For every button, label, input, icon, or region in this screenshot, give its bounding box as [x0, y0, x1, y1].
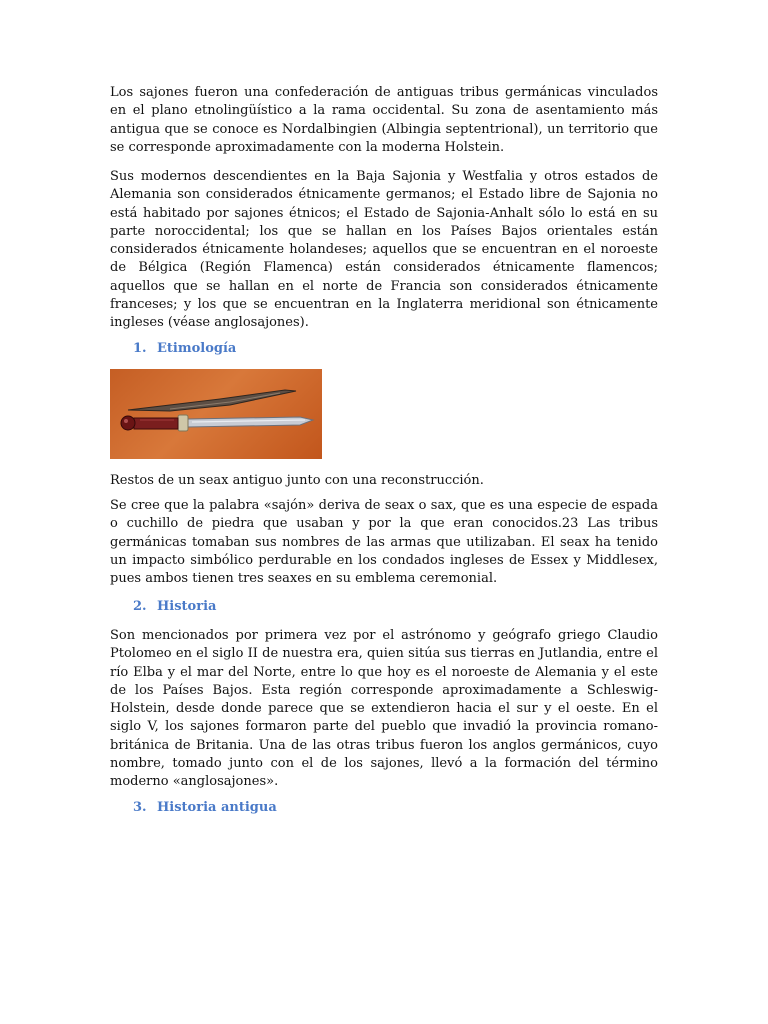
- seax-photo: [110, 369, 322, 459]
- heading-historia: [133, 599, 216, 614]
- historia-paragraph: Son mencionados por primera vez por el astrónomo y geógrafo griego Claudio Ptolomeo en el siglo II de nuestra era, quien sitúa sus tierras en Jutlandia, entre el río Elba y el mar del Norte, entre lo que hoy es el noroeste de Alemania y el este de los Países Bajos. Esta región corresponde aproximadamente a Schleswig-Holstein, desde donde parece que se extendieron hacia el sur y el oeste. En el siglo V, los sajones formaron parte del pueblo que invadió la provincia romano-británica de Britania. Una de las otras tribus fueron los anglos germánicos, cuyo nombre, tomado junto con el de los sajones, llevó a la formación del término moderno «anglosajones».: [110, 628, 658, 790]
- heading-title: Historia: [157, 599, 217, 614]
- figure-caption: Restos de un seax antiguo junto con una reconstrucción.: [110, 473, 484, 488]
- intro-paragraph-1: Los sajones fueron una confederación de antiguas tribus germánicas vinculados en el plano etnolingüístico a la rama occidental. Su zona de asentamiento más antigua que se conoce es Nordalbingien (Albingia septentrional), un territorio que se corresponde aproximadamente con la moderna Holstein.: [110, 85, 658, 155]
- heading-number: 3.: [133, 800, 147, 815]
- etimologia-paragraph: Se cree que la palabra «sajón» deriva de seax o sax, que es una especie de espada o cuchillo de piedra que usaban y por la que eran conocidos.23 Las tribus germánicas tomaban sus nombres de las armas que utilizaban. El seax ha tenido un impacto simbólico perdurable en los condados ingleses de Essex y Middlesex, pues ambos tienen tres seaxes en su emblema ceremonial.: [110, 498, 658, 587]
- seax-illustration: [110, 369, 322, 459]
- heading-etimologia: [133, 341, 236, 356]
- heading-number: 2.: [133, 599, 147, 614]
- heading-number: 1.: [133, 341, 147, 356]
- heading-title: Historia antigua: [157, 800, 277, 815]
- heading-title: Etimología: [157, 341, 237, 356]
- intro-paragraph-2: Sus modernos descendientes en la Baja Sajonia y Westfalia y otros estados de Alemania son considerados étnicamente germanos; el Estado libre de Sajonia no está habitado por sajones étnicos; el Estado de Sajonia-Anhalt sólo lo está en su parte noroccidental; los que se hallan en los Países Bajos orientales están considerados étnicamente holandeses; aquellos que se encuentran en el noroeste de Bélgica (Región Flamenca) están considerados étnicamente flamencos; aquellos que se hallan en el norte de Francia son considerados étnicamente franceses; y los que se encuentran en la Inglaterra meridional son étnicamente ingleses (véase anglosajones).: [110, 169, 658, 331]
- heading-historia-antigua: [133, 800, 277, 815]
